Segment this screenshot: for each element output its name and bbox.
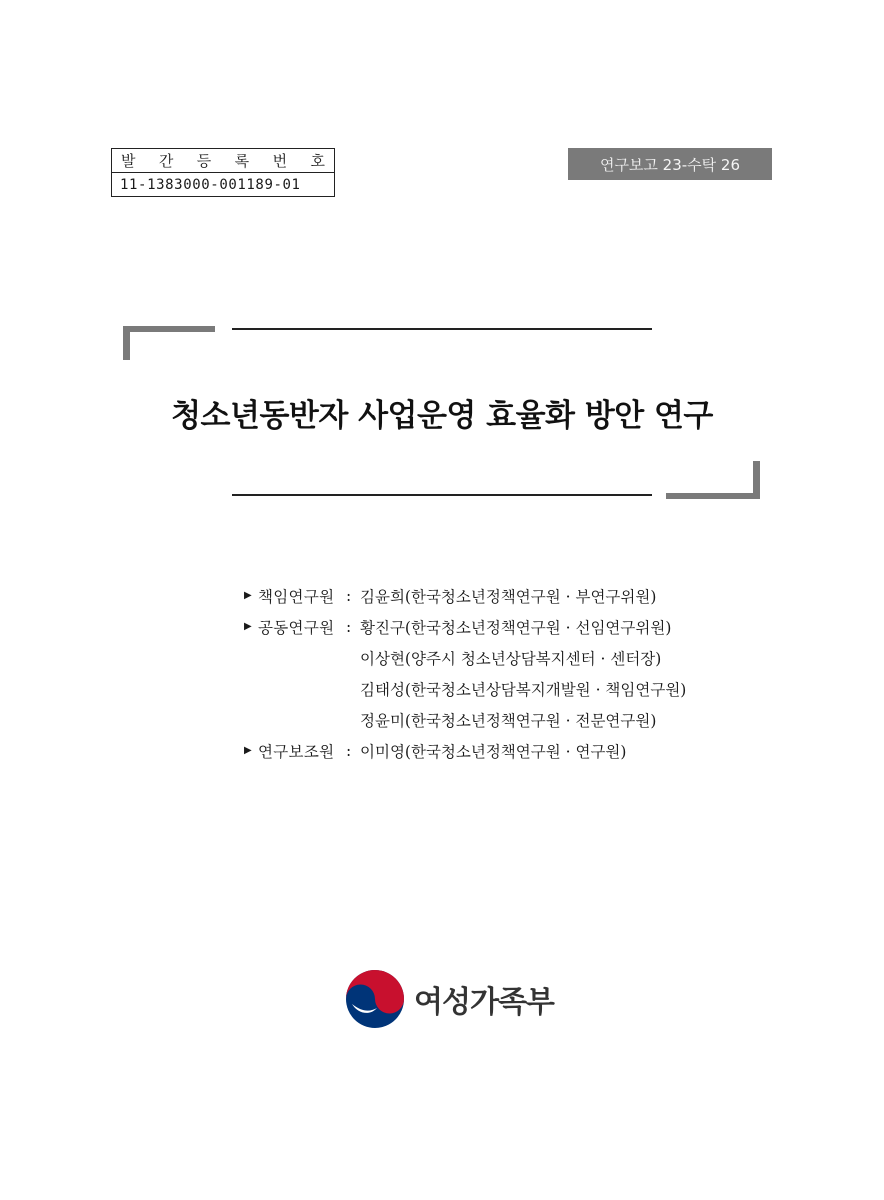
triangle-bullet-icon: ▶ [244,621,252,632]
ministry-name: 여성가족부 [414,985,554,1020]
researcher-row-lead [244,580,686,611]
role-label: 연구보조원 [258,742,335,761]
corner-bracket-top-left [123,326,130,360]
role-colon: : [346,741,352,760]
registration-label [112,149,334,173]
role-label: 책임연구원 [258,587,335,606]
ministry-logo [344,968,554,1030]
title-rule-top [232,328,652,330]
role-colon: : [346,617,352,636]
registration-label-char: 록 [234,152,250,170]
researcher-row-co [244,611,686,642]
researcher-row-co [244,673,686,704]
registration-number: 11-1383000-001189-01 [120,176,301,193]
title-rule-bottom [232,494,652,496]
series-badge: 연구보고 23-수탁 26 [568,148,772,180]
researcher-row-co [244,642,686,673]
registration-label-char: 호 [310,152,325,170]
researcher-entry: 김윤희(한국청소년정책연구원 · 부연구위원) [360,587,657,606]
researcher-list [244,580,686,766]
registration-label-char: 발 [121,152,136,170]
researcher-entry: 이미영(한국청소년정책연구원 · 연구원) [360,742,627,761]
researcher-entry: 이상현(양주시 청소년상담복지센터 · 센터장) [360,649,662,668]
researcher-entry: 황진구(한국청소년정책연구원 · 선임연구위원) [360,618,672,637]
corner-bracket-bottom-right [753,461,760,499]
registration-label-char: 간 [158,152,174,170]
triangle-bullet-icon: ▶ [244,745,252,756]
triangle-bullet-icon: ▶ [244,590,252,601]
report-title: 청소년동반자 사업운영 효율화 방안 연구 [171,398,713,434]
corner-bracket-bottom-right [666,493,760,499]
corner-bracket-top-left [123,326,215,332]
registration-number-box [111,148,335,197]
researcher-row-co [244,704,686,735]
researcher-entry: 정윤미(한국청소년정책연구원 · 전문연구원) [360,711,657,730]
role-label: 공동연구원 [258,618,335,637]
registration-label-char: 등 [196,152,212,170]
taegeuk-emblem-icon [344,968,406,1030]
role-colon: : [346,586,352,605]
registration-label-char: 번 [272,152,288,170]
researcher-row-assistant [244,735,686,766]
researcher-entry: 김태성(한국청소년상담복지개발원 · 책임연구원) [360,680,687,699]
